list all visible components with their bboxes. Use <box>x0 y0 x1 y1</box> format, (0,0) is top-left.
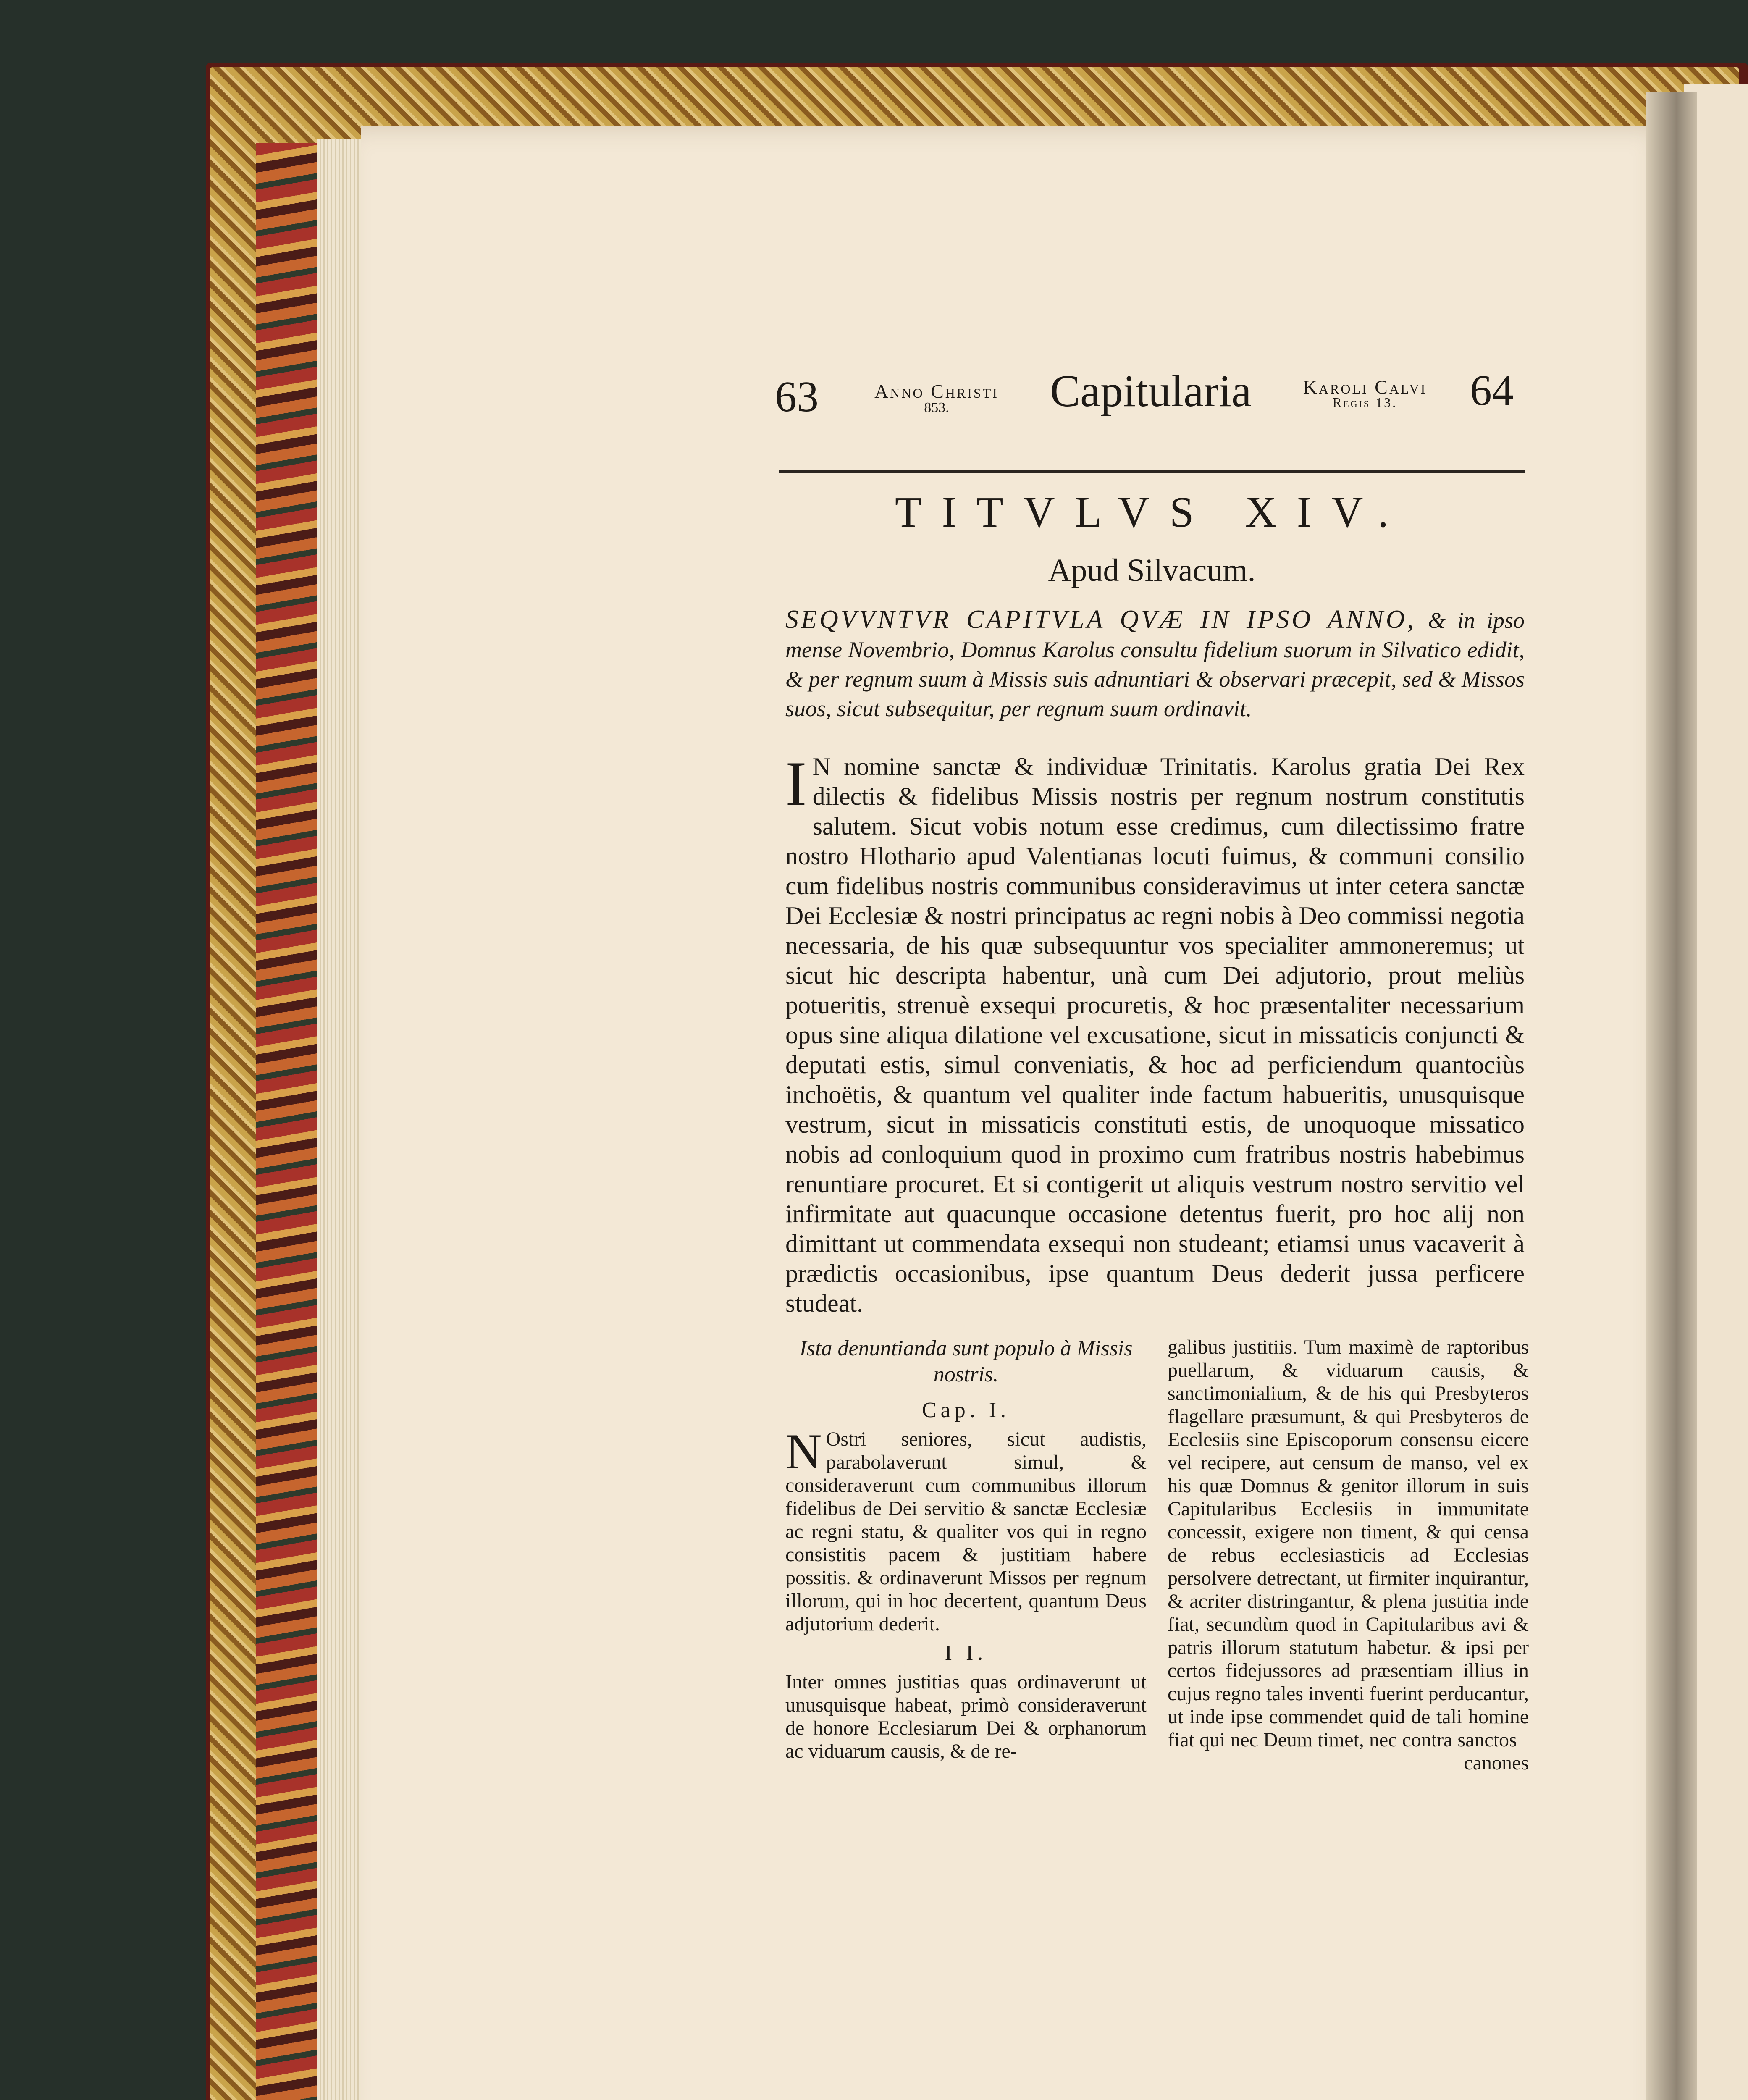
right-column <box>1168 1336 1529 1774</box>
chapter-1-text: Ostri seniores, sicut audistis, parabolaverunt simul, & consideraverunt cum communibus illorum fidelibus de Dei servitio & sanctæ Ecclesiæ ac regni statu, & qualiter vos qui in regno consistitis pacem & justitiam habere possitis. & ordinaverunt Missos per regnum illorum, qui in hoc decertent, quantum Deus adjutorium dederit. <box>785 1428 1147 1635</box>
anno-christi <box>861 380 1012 416</box>
king-label: Karoli Calvi <box>1303 376 1427 398</box>
place-heading: Apud Silvacum. <box>1048 553 1256 588</box>
chapter-2-heading: I I. <box>945 1641 987 1665</box>
marbled-endpaper <box>256 143 317 2100</box>
main-body: N nomine sanctæ & individuæ Trinitatis. Karolus gratia Dei Rex dilectis & fidelibus Missis nostris per regnum nostrum constitutis salutem. Sicut vobis notum esse credimus, cum dilectissimo fratre nostro Hlothario apud Valentianas locuti fuimus, & communi consilio cum fidelibus nostris communibus consideravimus ut inter cetera sanctæ Dei Ecclesiæ & nostri principatus ac regni nobis à Deo commissi negotia necessaria, de his quæ subsequuntur vos specialiter ammoneremus; ut sicut hic descripta habentur, unà cum Dei adjutorio, prout meliùs potueritis, strenuè exsequi procuretis, & hoc præsentaliter necessarium opus sine aliqua dilatione vel excusatione, sicut in missaticis conjuncti & deputati estis, simul conveniatis, & hoc ad perficiendum quantociùs inchoëtis, & quantum vel qualiter inde factum habueritis, unusquisque vestrum, sicut in missaticis constituti estis, de unoquoque missatico nobis ad conloquium quod in proximo cum fratribus nostris habebimus renuntiare procuret. Et si contigerit ut aliquis vestrum nostro servitio vel infirmitate aut quacunque occasione detentus fuerit, pro hoc alij non dimittant ut commendata exsequi non studeant; etiamsi unus vacaverit à prædictis occasionibus, ipse quantum Deus dederit jussa perficere studeat. <box>785 753 1525 1317</box>
rubric-text: & in ipso mense Novembrio, Domnus Karolus consultu fidelium suorum in Silvatico edidit, & per regnum suum à Missis suis adnuntiari & observari præcepit, sed & Missos suos, sicut subsequitur, per regnum suum ordinavit. <box>785 608 1525 721</box>
column-heading: Ista denuntianda sunt populo à Missis nostris. <box>799 1336 1133 1386</box>
header-rule <box>779 470 1525 473</box>
page-number-right: 64 <box>1470 366 1514 415</box>
running-title: Capitularia <box>1050 366 1252 416</box>
main-paragraph <box>785 748 1525 1318</box>
page-edges <box>317 139 363 2100</box>
titulus-heading: TITVLVS XIV. <box>895 488 1409 536</box>
anno-label: Anno Christi <box>874 381 999 402</box>
left-column <box>785 1336 1147 1763</box>
anno-year: 853. <box>924 400 949 415</box>
chapter-1-heading: Cap. I. <box>921 1398 1010 1422</box>
right-column-text: galibus justitiis. Tum maximè de raptoribus puellarum, & viduarum causis, & sanctimonialium, & de his qui Presbyteros flagellare præsumunt, & qui Presbyteros de Ecclesiis sine Episcoporum consensu eicere vel recipere, aut censum de manso, vel ex his quæ Domnus & genitor illorum in suis Capitularibus Ecclesiis in immunitate concessit, exigere non timent, & qui censa de rebus ecclesiasticis ad Ecclesias persolvere detrectant, ut firmiter inquirantur, & acriter distringantur, & plena justitia inde fiat, secundùm quod in Capitularibus avi & patris illorum statutum habetur. & ipsi per certos fidejussores ad præsentiam illius in cujus regno tales inventi fuerint perducantur, ut inde ipse commendet quid de tali homine fiat qui nec Deum timet, nec contra sanctos <box>1168 1336 1529 1751</box>
gutter-shadow <box>1646 92 1697 2100</box>
rubric-lead: SEQVVNTVR CAPITVLA QVÆ IN IPSO ANNO, <box>785 605 1417 634</box>
rubric <box>785 605 1525 723</box>
king-year: Regis 13. <box>1332 395 1398 410</box>
chapter-1 <box>785 1423 1147 1635</box>
karoli-calvi <box>1281 376 1449 410</box>
drop-cap: I <box>785 748 807 819</box>
catchword: canones <box>1464 1752 1529 1774</box>
page-number-left: 63 <box>775 373 819 421</box>
chapter-2-text: Inter omnes justitias quas ordinaverunt ut unusquisque habeat, primò consideraverunt de honore Ecclesiarum Dei & orphanorum ac viduarum causis, & de re- <box>785 1671 1147 1762</box>
chapter-1-initial: N <box>785 1423 822 1479</box>
